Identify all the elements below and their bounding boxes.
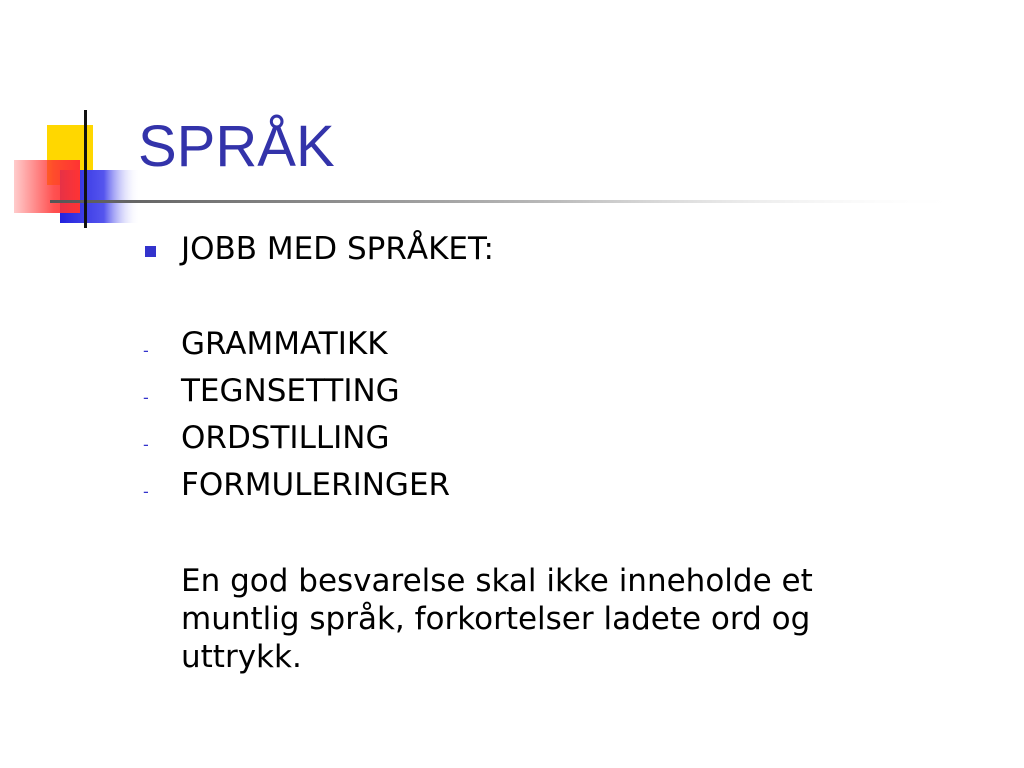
slide-title: SPRÅK (138, 114, 335, 179)
sub-item-ordstilling: ORDSTILLING (181, 420, 390, 456)
square-bullet-icon (145, 246, 156, 257)
dash-marker: - (143, 341, 149, 360)
sub-item-tegnsetting: TEGNSETTING (181, 373, 400, 409)
dash-marker: - (143, 435, 149, 454)
dash-marker: - (143, 482, 149, 501)
bullet-text: JOBB MED SPRÅKET: (181, 231, 494, 267)
sub-item-grammatikk: GRAMMATIKK (181, 326, 388, 362)
body-paragraph: En god besvarelse skal ikke inneholde et muntlig språk, forkortelser ladete ord og uttrykk. (181, 563, 813, 675)
sub-item-formuleringer: FORMULERINGER (181, 467, 451, 503)
dash-marker: - (143, 388, 149, 407)
